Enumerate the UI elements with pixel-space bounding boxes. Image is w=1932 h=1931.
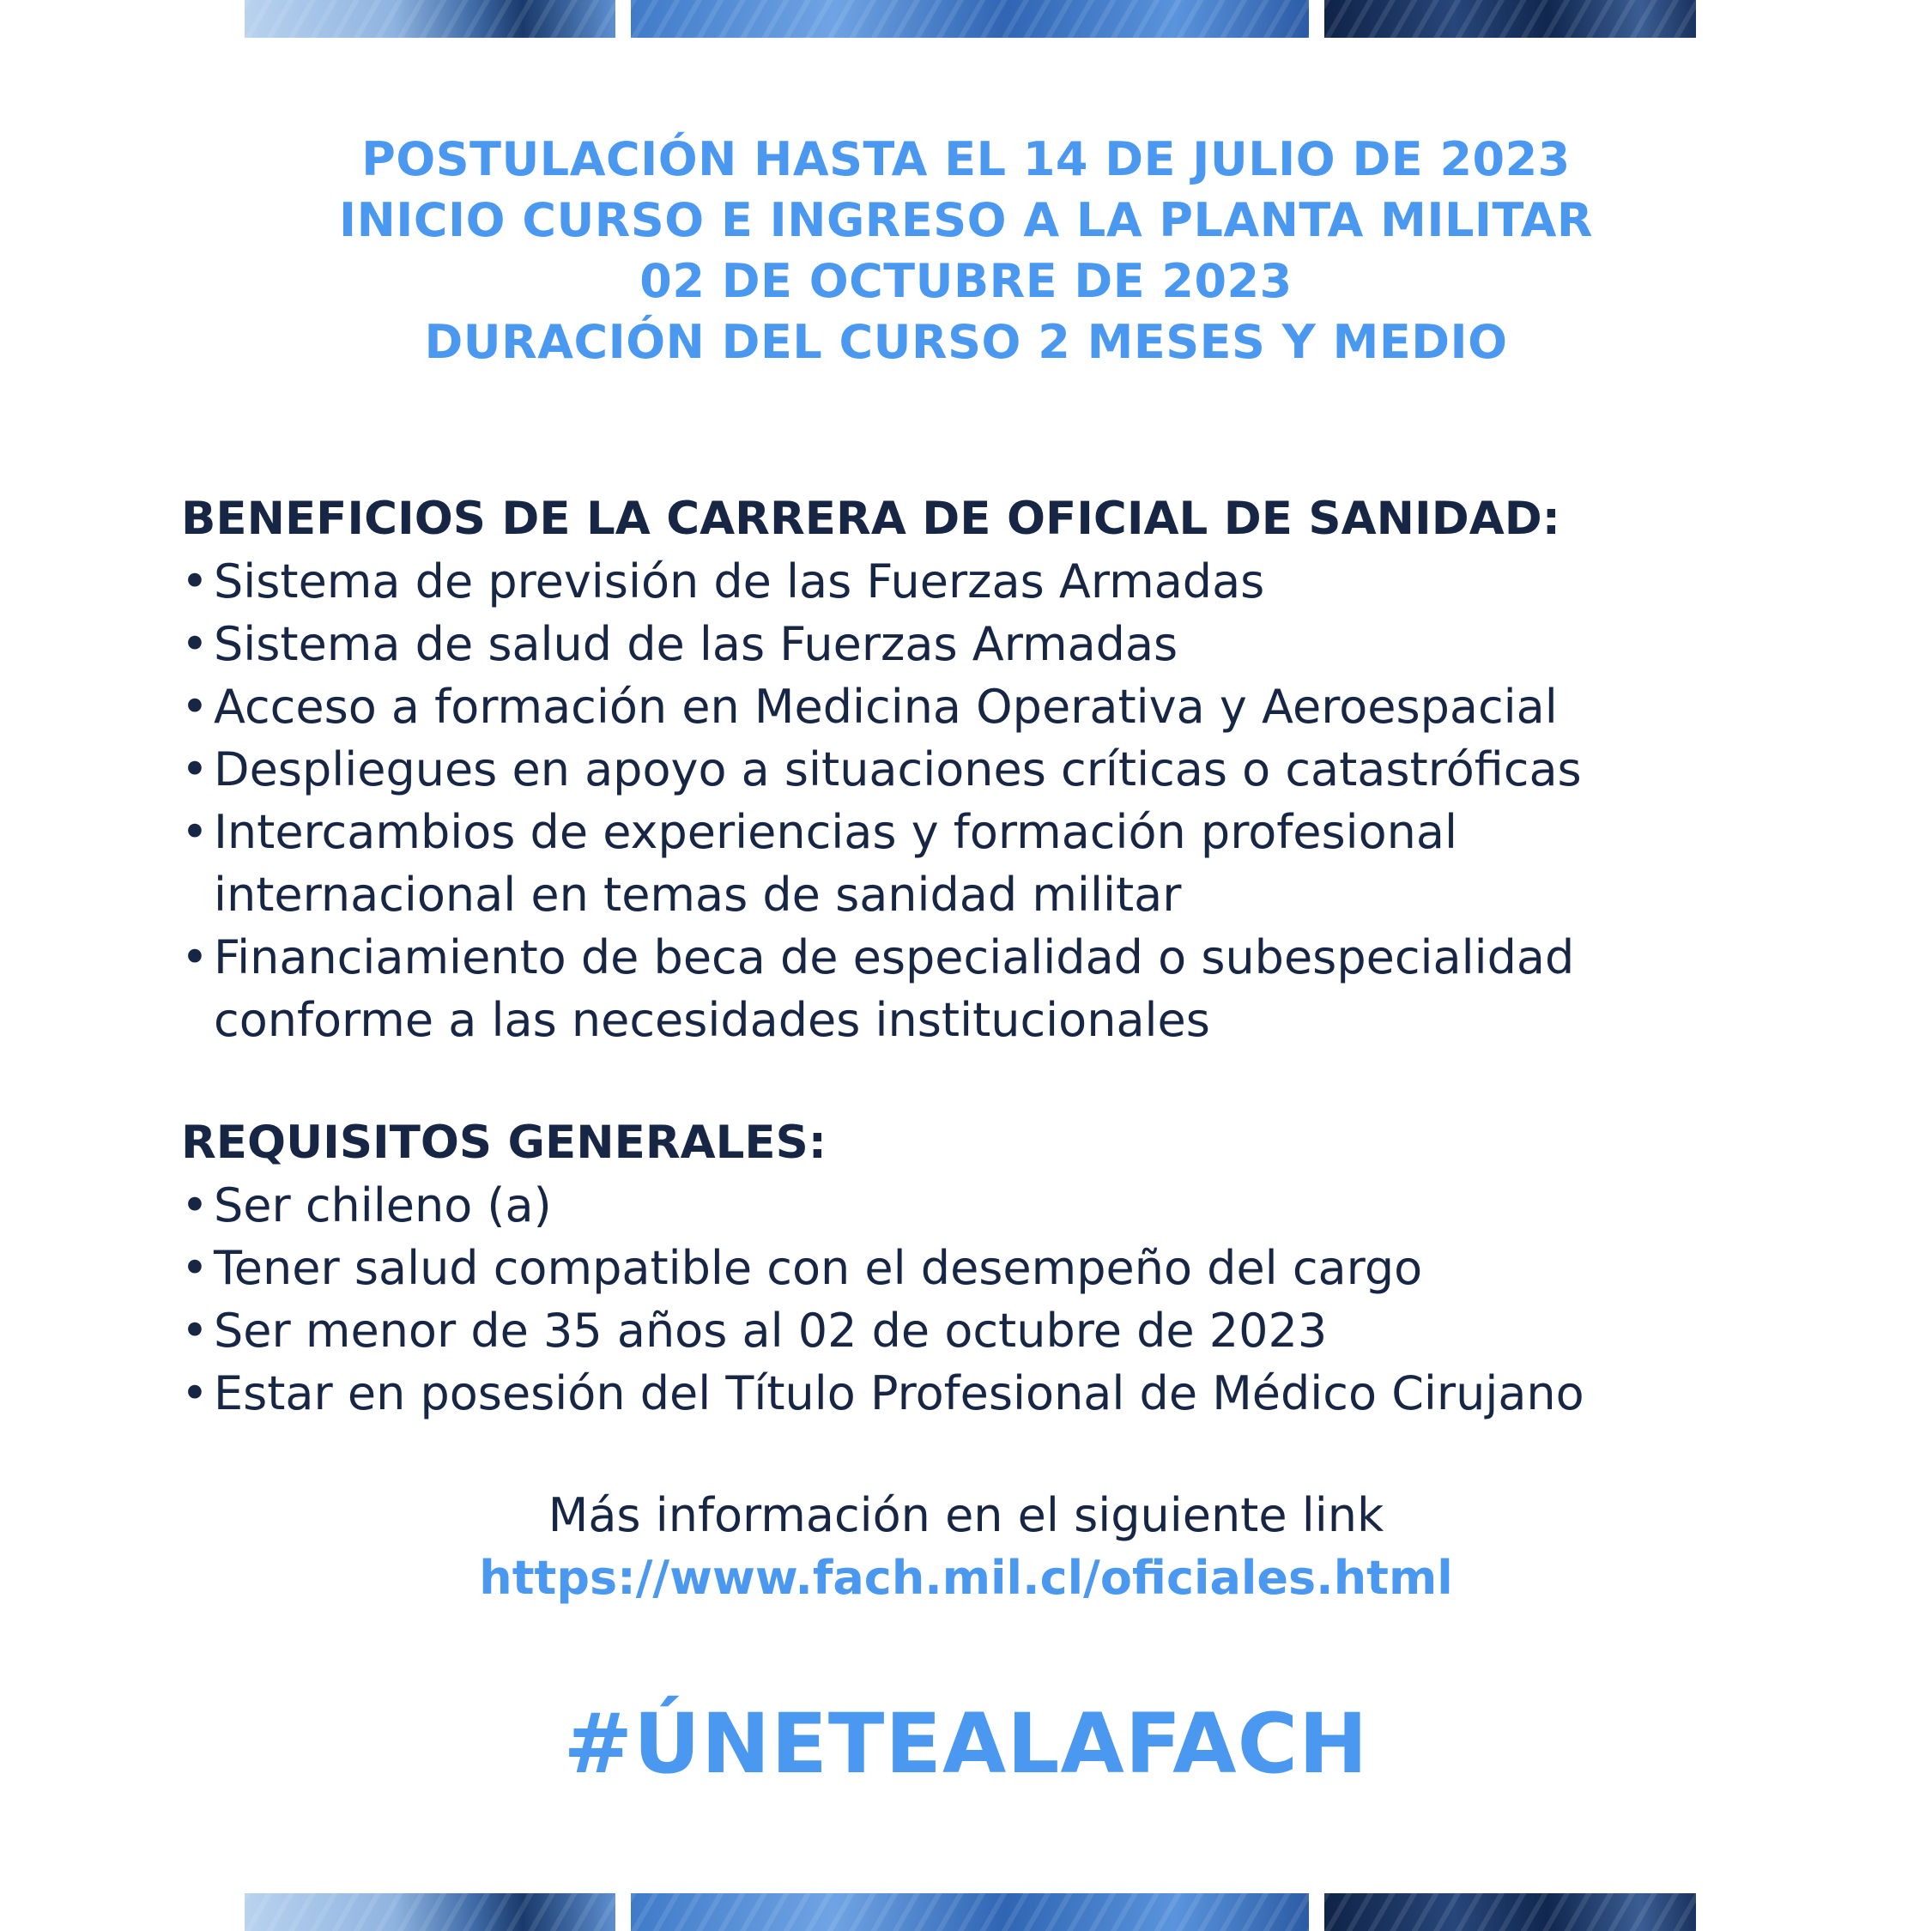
more-info	[0, 1484, 1932, 1609]
key-dates	[0, 129, 1932, 372]
bottom-photo-strip	[0, 1893, 1932, 1931]
photo-cropped-3	[1324, 0, 1696, 38]
bullet-icon: •	[181, 742, 209, 796]
course-start-heading: INICIO CURSO E INGRESO A LA PLANTA MILITAR	[339, 193, 1593, 247]
course-start-date: 02 DE OCTUBRE DE 2023	[639, 254, 1293, 308]
photo-cropped-1	[245, 1893, 615, 1931]
info-link[interactable]: https://www.fach.mil.cl/oficiales.html	[479, 1551, 1453, 1605]
benefit-item-continuation: conforme a las necesidades institucionales	[214, 993, 1210, 1047]
benefit-item: • Intercambios de experiencias y formación profesional	[181, 801, 1726, 863]
bullet-icon: •	[181, 1366, 209, 1420]
benefit-item: • Despliegues en apoyo a situaciones críticas o catastróficas	[181, 738, 1726, 801]
benefit-item-continuation: internacional en temas de sanidad militar	[214, 868, 1182, 922]
benefits-section	[181, 487, 1726, 1051]
photo-cropped-2	[631, 1893, 1309, 1931]
benefit-item: • Sistema de salud de las Fuerzas Armadas	[181, 613, 1726, 675]
benefit-item: • Financiamiento de beca de especialidad o subespecialidad	[181, 926, 1726, 989]
benefits-title: BENEFICIOS DE LA CARRERA DE OFICIAL DE SANIDAD:	[181, 493, 1560, 545]
bullet-icon: •	[181, 617, 209, 671]
campaign-hashtag: #ÚNETEALAFACH	[563, 1696, 1369, 1792]
application-deadline: POSTULACIÓN HASTA EL 14 DE JULIO DE 2023	[361, 132, 1571, 186]
bullet-icon: •	[181, 554, 209, 608]
bullet-icon: •	[181, 1241, 209, 1295]
bullet-icon: •	[181, 680, 209, 734]
requirements-section	[181, 1111, 1726, 1425]
bullet-icon: •	[181, 930, 209, 984]
requirement-item: • Tener salud compatible con el desempeño del cargo	[181, 1237, 1726, 1299]
top-photo-strip	[0, 0, 1932, 38]
benefit-item: • Sistema de previsión de las Fuerzas Armadas	[181, 550, 1726, 613]
requirement-item: • Estar en posesión del Título Profesional de Médico Cirujano	[181, 1362, 1726, 1425]
bullet-icon: •	[181, 805, 209, 859]
bullet-icon: •	[181, 1304, 209, 1358]
requirements-title: REQUISITOS GENERALES:	[181, 1117, 827, 1169]
course-duration: DURACIÓN DEL CURSO 2 MESES Y MEDIO	[424, 315, 1508, 369]
more-info-label: Más información en el siguiente link	[548, 1488, 1384, 1542]
bullet-icon: •	[181, 1178, 209, 1232]
photo-cropped-2	[631, 0, 1309, 38]
requirement-item: • Ser chileno (a)	[181, 1174, 1726, 1237]
requirement-item: • Ser menor de 35 años al 02 de octubre de 2023	[181, 1299, 1726, 1362]
benefit-item: • Acceso a formación en Medicina Operativa y Aeroespacial	[181, 675, 1726, 738]
photo-cropped-3	[1324, 1893, 1696, 1931]
photo-cropped-1	[245, 0, 615, 38]
